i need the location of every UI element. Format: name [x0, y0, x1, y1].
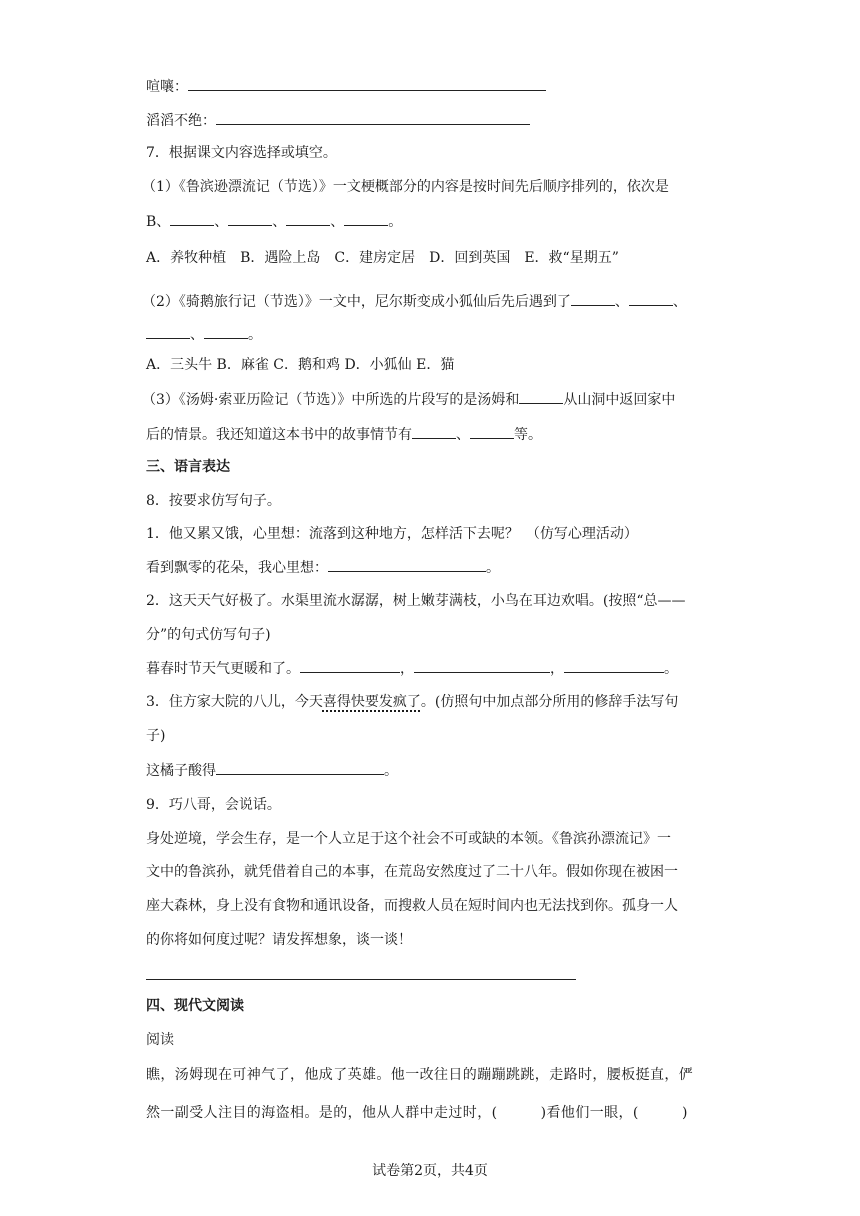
vocab-line-2	[146, 110, 530, 131]
q8-sentence-2-line1: 2．这天天气好极了。水渠里流水潺潺，树上嫩芽满枝，小鸟在耳边欢唱。(按照“总——	[146, 593, 686, 609]
page-footer: 试卷第2页，共4页	[372, 1163, 488, 1179]
q7-part3-line1: （3）《汤姆·索亚历险记（节选）》中所选的片段写的是汤姆和 从山洞中返回家中	[142, 389, 675, 410]
answer-blank[interactable]	[228, 211, 272, 226]
answer-blank[interactable]	[328, 557, 486, 572]
answer-blank[interactable]	[564, 658, 664, 673]
q7-part3-line2: 后的情景。我还知道这本书中的故事情节有 、 等。	[146, 424, 542, 445]
q7-options-2: A．三头牛 B．麻雀 C．鹅和鸡 D．小狐仙 E．猫	[146, 357, 455, 373]
q8-fill-2: 暮春时节天气更暖和了。 ， ， 。	[146, 658, 678, 679]
answer-blank[interactable]	[188, 76, 546, 91]
answer-blank[interactable]	[300, 658, 400, 673]
vocab-line-1	[146, 76, 546, 97]
reading-label: 阅读	[146, 1032, 174, 1048]
answer-blank[interactable]	[344, 211, 388, 226]
q8-fill-3: 这橘子酸得 。	[146, 760, 398, 781]
section-3-title: 三、语言表达	[146, 459, 230, 475]
answer-blank[interactable]	[216, 110, 530, 125]
q7-part1-line1: （1）《鲁滨逊漂流记（节选）》一文梗概部分的内容是按时间先后顺序排列的，依次是	[142, 179, 669, 195]
q7-part2-line2: 、 。	[146, 324, 262, 345]
q9-paragraph-line: 文中的鲁滨孙，就凭借着自己的本事，在荒岛安然度过了二十八年。假如你现在被困一	[146, 864, 678, 880]
q9-paragraph-line: 的你将如何度过呢？请发挥想象，谈一谈！	[146, 932, 412, 948]
q8-sentence-1: 1．他又累又饿，心里想：流落到这种地方，怎样活下去呢？ （仿写心理活动）	[146, 526, 638, 542]
vocab-word: 滔滔不绝：	[146, 113, 216, 129]
answer-blank[interactable]	[286, 211, 330, 226]
q8-sentence-3-line2: 子)	[146, 728, 166, 744]
answer-line[interactable]	[146, 979, 576, 980]
q7-part2-line1: （2）《骑鹅旅行记（节选）》一文中，尼尔斯变成小狐仙后先后遇到了 、 、	[142, 291, 687, 312]
answer-blank[interactable]	[412, 424, 456, 439]
answer-blank[interactable]	[470, 424, 514, 439]
answer-blank[interactable]	[629, 291, 673, 306]
answer-blank[interactable]	[571, 291, 615, 306]
answer-blank[interactable]	[414, 658, 550, 673]
answer-blank[interactable]	[519, 389, 563, 404]
q8-sentence-2-line2: 分”的句式仿写句子)	[146, 627, 271, 643]
q8-fill-1: 看到飘零的花朵，我心里想： 。	[146, 557, 500, 578]
reading-text-line: 瞧，汤姆现在可神气了，他成了英雄。他一改往日的蹦蹦跳跳，走路时，腰板挺直，俨	[146, 1067, 694, 1083]
emphasized-phrase: 喜得快要发疯了	[322, 694, 421, 710]
q7-options-1: A．养牧种植 B．遇险上岛 C．建房定居 D．回到英国 E．救“星期五”	[146, 250, 619, 266]
vocab-word: 喧嚷：	[146, 79, 188, 95]
q9-paragraph-line: 座大森林，身上没有食物和通讯设备，而搜救人员在短时间内也无法找到你。孤身一人	[146, 898, 678, 914]
q7-part1-line2: B、 、 、 、 。	[146, 211, 402, 232]
q9-paragraph-line: 身处逆境，学会生存，是一个人立足于这个社会不可或缺的本领。《鲁滨孙漂流记》一	[146, 831, 671, 847]
question-9-stem: 9．巧八哥，会说话。	[146, 797, 281, 813]
answer-blank[interactable]	[146, 324, 190, 339]
answer-blank[interactable]	[216, 760, 384, 775]
section-4-title: 四、现代文阅读	[146, 998, 244, 1014]
reading-text-line: 然一副受人注目的海盗相。是的，他从人群中走过时，( )看他们一眼，( )	[146, 1105, 688, 1121]
q8-sentence-3-line1: 3．住方家大院的八儿，今天喜得快要发疯了。(仿照句中加点部分所用的修辞手法写句	[146, 694, 679, 710]
question-8-stem: 8．按要求仿写句子。	[146, 493, 281, 509]
answer-blank[interactable]	[204, 324, 248, 339]
question-7-stem: 7．根据课文内容选择或填空。	[146, 145, 337, 161]
answer-blank[interactable]	[170, 211, 214, 226]
